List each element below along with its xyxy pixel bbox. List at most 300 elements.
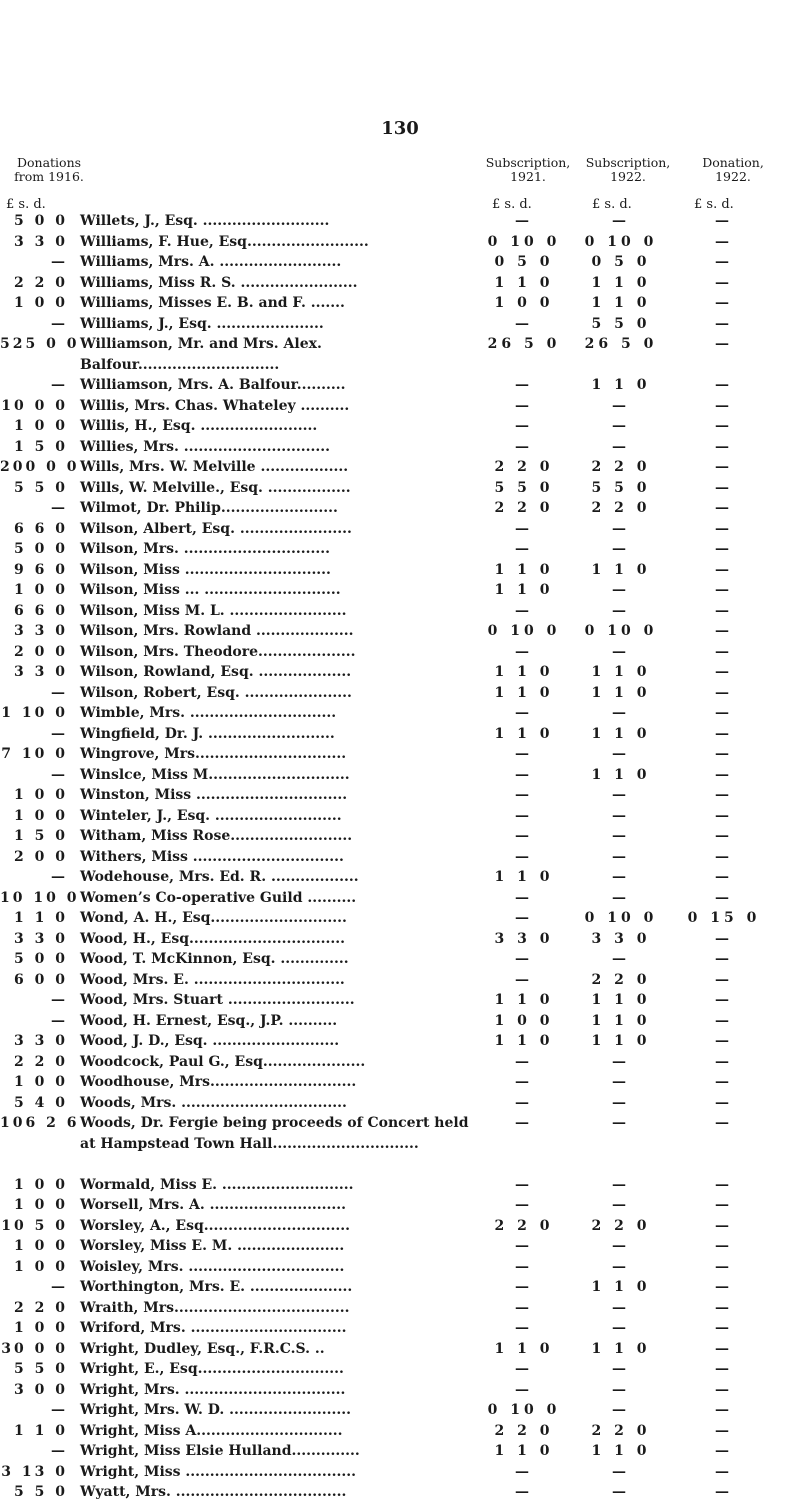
donation-1916-cell: 5 5 0 [14,1484,68,1500]
table-row [0,621,800,642]
donation-1916-cell: 6 6 0 [14,602,68,619]
table-row [0,642,800,663]
table-row [0,375,800,396]
subscriber-name: Williams, Miss R. S. ........................ [80,274,358,291]
header-subscription-1922 [578,156,678,184]
units-donations: £ s. d. [6,197,46,212]
subscription-1922-cell: — [612,213,630,229]
subscription-1921-cell: — [515,766,533,783]
table-row [0,478,800,499]
table-row [0,416,800,437]
subscription-1922-cell: 1 1 0 [591,766,651,783]
subscriber-name: Wilson, Mrs. .............................. [80,541,330,557]
donation-1916-cell: — [51,315,68,332]
table-row [0,539,800,560]
table-row [0,703,800,724]
subscription-1921-cell: — [515,1463,533,1480]
table-row [0,662,800,683]
subscription-1921-cell: — [515,438,533,455]
subscription-1922-cell: — [612,951,630,967]
subscriber-name: Wilson, Albert, Esq. ....................... [80,520,352,537]
donation-1922-cell: — [715,1074,733,1090]
donation-1916-cell: 3 3 0 [14,930,68,947]
subscription-1922-cell: 0 10 0 [584,623,658,639]
donation-1922-cell: — [715,1422,733,1439]
subscription-1921-cell: — [515,1381,533,1398]
subscription-1922-cell: 0 10 0 [584,233,658,250]
table-row [0,1113,800,1175]
donation-1922-cell: — [715,1463,733,1480]
subscription-1921-cell: — [515,951,533,967]
donation-1922-cell: — [715,1012,733,1029]
subscription-1922-cell: — [612,602,630,619]
subscription-1921-cell: — [515,807,533,824]
table-row [0,1031,800,1052]
table-row [0,1011,800,1032]
table-row [0,273,800,294]
subscriber-name: Worsley, A., Esq.............................. [80,1217,350,1234]
subscriber-name: Williams, F. Hue, Esq......................... [80,233,369,250]
subscription-1921-cell: 1 1 0 [494,869,554,885]
subscription-1922-cell: 1 1 0 [591,377,651,393]
donation-1922-cell: — [715,582,733,598]
subscriber-name: Wilson, Robert, Esq. ...................... [80,684,352,701]
subscriber-name: Winston, Miss ............................... [80,787,348,803]
subscription-1921-cell: 1 0 0 [494,1012,554,1029]
donation-1922-cell: — [715,1238,733,1254]
subscription-1922-cell: — [612,787,630,803]
column-headers [0,156,800,198]
subscriber-name: Williams, Misses E. B. and F. ....... [80,295,345,311]
subscription-1921-cell: — [515,377,533,393]
subscriber-name: Wingrove, Mrs............................... [80,746,347,762]
subscription-1922-cell: — [612,1074,630,1090]
subscription-1921-cell: 1 1 0 [494,725,554,742]
subscription-1922-cell: — [612,397,630,414]
table-row [0,888,800,909]
page-number: 130 [381,118,419,139]
subscription-1921-cell: — [515,971,533,988]
donation-1916-cell: 10 10 0 [0,889,80,906]
subscription-1922-cell: 0 10 0 [584,910,658,926]
subscriber-name: Wingfield, Dr. J. .......................... [80,725,335,742]
donation-1916-cell: 3 3 0 [14,623,68,639]
donation-1922-cell: — [715,684,733,701]
donation-1922-cell: — [715,315,733,332]
donation-1916-cell: 1 0 0 [14,807,68,824]
subscriber-name: Wilmot, Dr. Philip........................ [80,500,338,516]
subscription-1922-cell: — [612,541,630,557]
donation-1922-cell: — [715,1381,733,1398]
subscriber-name: Wriford, Mrs. ................................ [80,1320,347,1336]
table-row [0,949,800,970]
table-row [0,1216,800,1237]
subscription-1921-cell: — [515,1258,533,1275]
subscription-1922-cell: 1 1 0 [591,274,651,291]
subscription-1921-cell: 26 5 0 [487,336,561,352]
donation-1916-cell: 2 2 0 [14,1053,68,1070]
subscription-1922-cell: 26 5 0 [584,336,658,352]
table-row [0,314,800,335]
header-line: Donation, [702,155,764,170]
donation-1916-cell: 30 0 0 [1,1340,68,1357]
subscriber-name: Wormald, Miss E. ........................... [80,1176,354,1193]
table-row [0,1257,800,1278]
subscription-1921-cell: — [515,1053,533,1070]
table-row [0,498,800,519]
subscription-1921-cell: — [515,1197,533,1213]
donation-1922-cell: — [715,1484,733,1500]
donation-1916-cell: 3 3 0 [14,233,68,250]
subscriber-name: Wills, Mrs. W. Melville .................. [80,459,349,475]
subscription-1921-cell: — [515,1299,533,1316]
donation-1916-cell: 5 5 0 [14,479,68,496]
table-row [0,1072,800,1093]
header-donation-1922 [678,156,788,184]
subscription-1921-cell: — [515,520,533,537]
subscription-1921-cell: — [515,787,533,803]
donation-1916-cell: 7 10 0 [1,746,68,762]
subscription-1921-cell: — [515,1320,533,1336]
donation-1922-cell: — [715,520,733,537]
header-line: Subscription, [485,155,571,170]
subscriber-name: Women’s Co-operative Guild .......... [80,889,357,906]
subscriber-name: Worsley, Miss E. M. ...................... [80,1238,345,1254]
subscriber-name: Wright, Miss ................................... [80,1463,357,1480]
donation-1916-cell: 3 13 0 [1,1463,68,1480]
donation-1916-cell: 1 5 0 [14,438,68,455]
subscription-1921-cell: — [515,705,533,721]
subscriber-name: Wood, T. McKinnon, Esq. .............. [80,951,349,967]
subscription-1922-cell: — [612,828,630,844]
donation-1922-cell: — [715,787,733,803]
donation-1922-cell: — [715,869,733,885]
subscription-1921-cell: — [515,541,533,557]
table-row [0,785,800,806]
subscriber-name: Woodcock, Paul G., Esq..................... [80,1053,366,1070]
donation-1922-cell: — [715,336,733,352]
donation-1916-cell: — [51,254,68,270]
table-row [0,970,800,991]
subscriber-name: Wood, Mrs. E. ............................... [80,971,345,988]
donation-1916-cell: — [51,869,68,885]
table-row [0,1400,800,1421]
donation-1922-cell: — [715,602,733,619]
table-row [0,1339,800,1360]
subscription-1922-cell: — [612,869,630,885]
donation-1916-cell: 200 0 0 [0,459,80,475]
donation-1922-cell: — [715,1279,733,1295]
donation-1922-cell: — [715,541,733,557]
subscriber-name: Wilson, Mrs. Theodore.................... [80,643,356,660]
subscription-1921-cell: 1 1 0 [494,1443,554,1459]
subscription-1922-cell: — [612,1299,630,1316]
subscription-1922-cell: 2 2 0 [591,1217,651,1234]
subscriber-list [0,211,800,1503]
units-sub1921: £ s. d. [492,197,532,212]
subscriber-name: Wilson, Miss ... ............................ [80,582,341,598]
donation-1922-cell: — [715,1176,733,1193]
subscription-1922-cell: — [612,1361,630,1377]
subscriber-name: Wilson, Rowland, Esq. ................... [80,664,352,680]
subscriber-name: Wright, Miss A.............................. [80,1422,343,1439]
donation-1916-cell: 5 0 0 [14,541,68,557]
donation-1922-cell: — [715,233,733,250]
donation-1922-cell: — [715,1361,733,1377]
subscriber-name: Witham, Miss Rose......................... [80,828,353,844]
donation-1922-cell: — [715,1053,733,1070]
table-row [0,437,800,458]
donation-1922-cell: — [715,1217,733,1234]
table-row [0,396,800,417]
donation-1922-cell: — [715,1094,733,1111]
donation-1922-cell: — [715,254,733,270]
subscription-1921-cell: 2 2 0 [494,1217,554,1234]
header-line: 1922. [610,169,646,184]
table-row [0,580,800,601]
table-row [0,1277,800,1298]
donation-1922-cell: — [715,295,733,311]
donation-1916-cell: 1 0 0 [14,582,68,598]
table-row [0,744,800,765]
header-subscription-1921 [478,156,578,184]
subscription-1922-cell: — [612,848,630,865]
donation-1916-cell: 1 0 0 [14,787,68,803]
subscriber-name: Willis, H., Esq. ........................ [80,418,318,434]
subscription-1922-cell: 1 1 0 [591,1279,651,1295]
donation-1922-cell: — [715,1340,733,1357]
table-row [0,847,800,868]
subscriber-name: Wright, Mrs. ................................. [80,1381,346,1398]
subscription-1922-cell: — [612,1176,630,1193]
table-row [0,560,800,581]
subscription-1921-cell: — [515,1176,533,1193]
subscription-1921-cell: 0 10 0 [487,233,561,250]
subscription-1922-cell: 1 1 0 [591,1012,651,1029]
subscriber-name: Wilson, Mrs. Rowland .................... [80,623,354,639]
subscriber-name: Willies, Mrs. .............................. [80,438,331,455]
subscription-1922-cell: — [612,1258,630,1275]
donation-1922-cell: — [715,705,733,721]
donation-1916-cell: 3 3 0 [14,664,68,680]
subscription-1922-cell: — [612,746,630,762]
donation-1916-cell: 3 0 0 [14,1381,68,1398]
subscription-1921-cell: — [515,1074,533,1090]
subscriber-name: Wodehouse, Mrs. Ed. R. .................. [80,869,359,885]
subscriber-name: Worthington, Mrs. E. ..................... [80,1279,353,1295]
donation-1922-cell: — [715,643,733,660]
subscription-1922-cell: 1 1 0 [591,725,651,742]
header-line: 1922. [715,169,751,184]
subscription-1921-cell: 1 1 0 [494,664,554,680]
subscription-1921-cell: 1 0 0 [494,295,554,311]
donation-1916-cell: — [51,1443,68,1459]
subscriber-name: Woodhouse, Mrs.............................. [80,1074,357,1090]
subscriber-name: Willets, J., Esq. .......................... [80,213,330,229]
donation-1916-cell: 2 0 0 [14,848,68,865]
subscription-1921-cell: — [515,643,533,660]
subscription-1922-cell: 1 1 0 [591,295,651,311]
subscription-1921-cell: 1 1 0 [494,992,554,1008]
donation-1916-cell: 2 0 0 [14,643,68,660]
subscription-1922-cell: 1 1 0 [591,992,651,1008]
table-row [0,1462,800,1483]
subscription-1921-cell: 2 2 0 [494,459,554,475]
subscriber-name: Woods, Dr. Fergie being proceeds of Concert held at Hampstead Town Hall.............................. [80,1115,469,1152]
table-row [0,1298,800,1319]
table-row [0,1421,800,1442]
donation-1916-cell: 6 0 0 [14,971,68,988]
subscription-1922-cell: — [612,1094,630,1111]
table-row [0,826,800,847]
subscription-1922-cell: 2 2 0 [591,1422,651,1439]
table-row [0,765,800,786]
units-sub1922: £ s. d. [592,197,632,212]
donation-1916-cell: 5 5 0 [14,1361,68,1377]
table-row [0,806,800,827]
header-line: from 1916. [14,169,84,184]
table-row [0,1093,800,1114]
donation-1916-cell: 1 10 0 [1,705,68,721]
donation-1916-cell: 1 0 0 [14,1320,68,1336]
donation-1916-cell: — [51,725,68,742]
subscription-1921-cell: — [515,828,533,844]
donation-1922-cell: — [715,377,733,393]
subscription-1922-cell: — [612,1381,630,1398]
subscription-1921-cell: — [515,315,533,332]
donation-1916-cell: — [51,1279,68,1295]
subscription-1922-cell: — [612,807,630,824]
subscription-1922-cell: 5 5 0 [591,479,651,496]
header-donations-1916 [4,156,94,184]
table-row [0,1175,800,1196]
subscription-1921-cell: 2 2 0 [494,500,554,516]
subscriber-name: Winteler, J., Esq. .......................... [80,807,342,824]
table-row [0,990,800,1011]
donation-1916-cell: — [51,1012,68,1029]
table-row [0,1236,800,1257]
subscription-1921-cell: — [515,213,533,229]
subscriber-name: Williams, J., Esq. ...................... [80,315,324,332]
donation-1922-cell: 0 15 0 [687,910,761,926]
subscription-1922-cell: 1 1 0 [591,664,651,680]
subscription-1921-cell: 1 1 0 [494,1033,554,1049]
subscription-1921-cell: 0 10 0 [487,1402,561,1418]
donation-1922-cell: — [715,1299,733,1316]
subscription-1922-cell: — [612,438,630,455]
donation-1922-cell: — [715,828,733,844]
donation-1916-cell: — [51,766,68,783]
subscription-1922-cell: 3 3 0 [591,930,651,947]
table-row [0,334,800,375]
donation-1916-cell: — [51,992,68,1008]
subscription-1922-cell: — [612,582,630,598]
table-row [0,1052,800,1073]
subscription-1922-cell: — [612,705,630,721]
donation-1922-cell: — [715,725,733,742]
donation-1916-cell: 9 6 0 [14,561,68,578]
donation-1916-cell: 6 6 0 [14,520,68,537]
donation-1922-cell: — [715,623,733,639]
subscriber-name: Worsell, Mrs. A. ............................ [80,1197,347,1213]
donation-1922-cell: — [715,397,733,414]
subscription-1922-cell: — [612,1197,630,1213]
subscription-1922-cell: 5 5 0 [591,315,651,332]
subscriber-name: Woisley, Mrs. ................................ [80,1258,345,1275]
subscription-1921-cell: 1 1 0 [494,1340,554,1357]
donation-1922-cell: — [715,1033,733,1049]
subscriber-name: Wills, W. Melville., Esq. ................. [80,479,351,496]
subscription-1921-cell: 1 1 0 [494,684,554,701]
donation-1922-cell: — [715,1402,733,1418]
subscription-1921-cell: — [515,1238,533,1254]
table-row [0,929,800,950]
donation-1922-cell: — [715,766,733,783]
subscriber-name: Wraith, Mrs.................................... [80,1299,350,1316]
donation-1922-cell: — [715,951,733,967]
table-row [0,1195,800,1216]
subscription-1922-cell: 1 1 0 [591,1340,651,1357]
table-row [0,211,800,232]
donation-1922-cell: — [715,664,733,680]
donation-1922-cell: — [715,889,733,906]
subscriber-name: Wood, J. D., Esq. .......................... [80,1033,340,1049]
subscription-1922-cell: — [612,889,630,906]
donation-1922-cell: — [715,1258,733,1275]
subscription-1921-cell: — [515,1115,533,1131]
donation-1916-cell: 1 0 0 [14,1197,68,1213]
subscriber-name: Wimble, Mrs. .............................. [80,705,337,721]
donation-1916-cell: 1 0 0 [14,1074,68,1090]
donation-1922-cell: — [715,930,733,947]
donation-1916-cell: 2 2 0 [14,1299,68,1316]
donation-1916-cell: 1 5 0 [14,828,68,844]
subscription-1921-cell: 1 1 0 [494,274,554,291]
donation-1916-cell: 5 0 0 [14,951,68,967]
subscriber-name: Withers, Miss ............................... [80,848,344,865]
subscription-1922-cell: 1 1 0 [591,561,651,578]
table-row [0,519,800,540]
donation-1922-cell: — [715,213,733,229]
subscriber-name: Winslce, Miss M............................. [80,766,350,783]
subscription-1921-cell: — [515,397,533,414]
subscription-1922-cell: — [612,1402,630,1418]
table-row [0,457,800,478]
table-row [0,908,800,929]
subscription-1921-cell: — [515,746,533,762]
donation-1916-cell: 1 0 0 [14,295,68,311]
subscription-1921-cell: — [515,1484,533,1500]
donation-1916-cell: 10 0 0 [1,397,68,414]
table-row [0,252,800,273]
donation-1916-cell: 1 0 0 [14,418,68,434]
subscription-1922-cell: 2 2 0 [591,971,651,988]
header-line: Donations [16,155,82,170]
subscription-1922-cell: 1 1 0 [591,1443,651,1459]
subscription-1921-cell: — [515,910,533,926]
subscription-1922-cell: 0 5 0 [591,254,651,270]
subscriber-name: Wyatt, Mrs. ................................... [80,1484,347,1500]
donation-1922-cell: — [715,992,733,1008]
subscriber-name: Wood, H., Esq................................ [80,930,345,947]
subscription-1921-cell: 0 10 0 [487,623,561,639]
donation-1922-cell: — [715,459,733,475]
donation-1916-cell: 1 0 0 [14,1258,68,1275]
donation-1916-cell: 106 2 6 [0,1115,80,1131]
subscription-1922-cell: — [612,1115,630,1131]
subscriber-name: Williamson, Mr. and Mrs. Alex. Balfour............................. [80,336,322,373]
donation-1922-cell: — [715,418,733,434]
